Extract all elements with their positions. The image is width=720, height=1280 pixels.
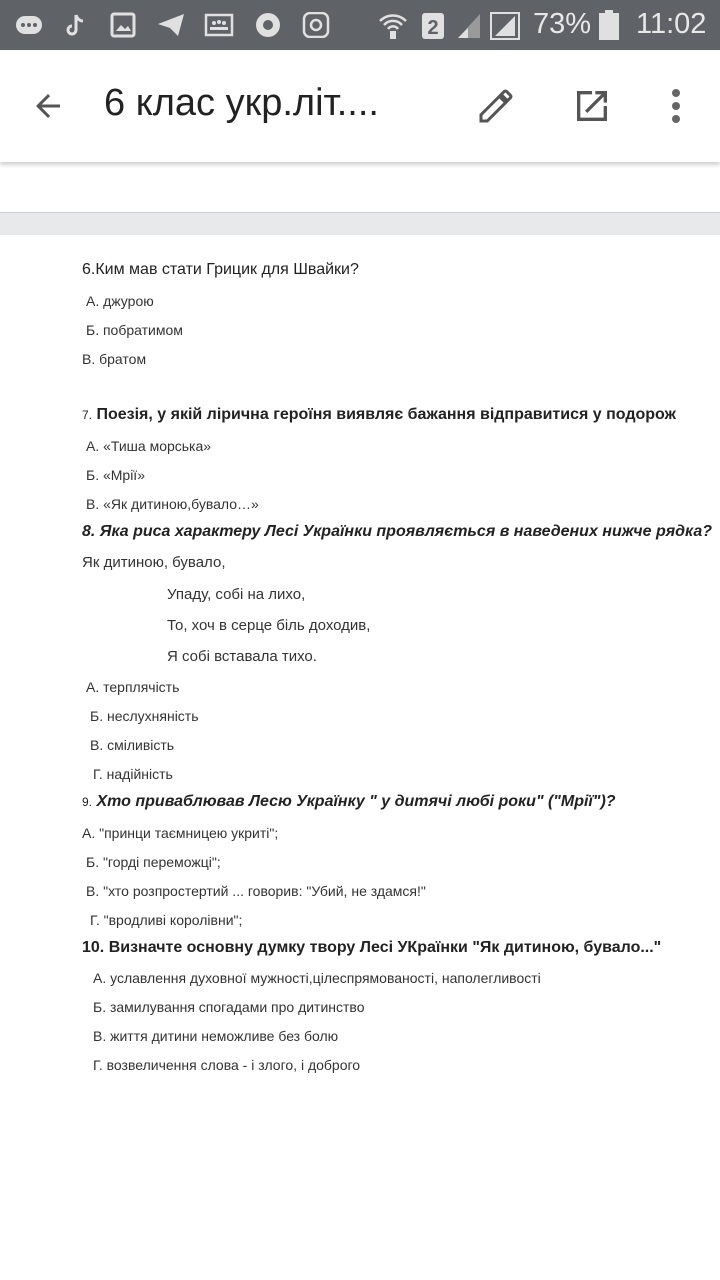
- q8-option-c: В. сміливість: [90, 737, 175, 753]
- open-external-button[interactable]: [566, 80, 618, 132]
- more-vert-icon: [670, 88, 682, 124]
- edit-button[interactable]: [470, 80, 522, 132]
- q9-option-b: Б. "горді переможці";: [86, 854, 221, 870]
- question-9: [82, 793, 616, 811]
- question-number: 7.: [82, 408, 93, 422]
- pencil-icon: [476, 86, 516, 126]
- wifi-icon: [378, 12, 408, 38]
- q6-option-a: А. джурою: [86, 293, 154, 309]
- q9-option-c: В. "хто розпростертий ... говорив: "Убий, не здамся!": [86, 883, 426, 899]
- sim-label: 2: [427, 17, 439, 39]
- poem-line: То, хоч в серце біль доходив,: [167, 617, 371, 634]
- question-10: 10. Визначте основну думку твору Лесі УКраїнки "Як дитиною, бувало...": [82, 939, 662, 956]
- q8-option-b: Б. неслухняність: [90, 708, 199, 724]
- q6-option-c: В. братом: [82, 351, 147, 367]
- poem-line: Як дитиною, бувало,: [82, 554, 226, 571]
- instagram-icon: [302, 12, 330, 38]
- question-number: 9.: [82, 795, 93, 809]
- signal-icon: [456, 12, 482, 38]
- classroom-icon: [204, 12, 234, 38]
- app-bar: [0, 50, 720, 162]
- status-bar: [0, 0, 720, 50]
- tiktok-icon: [64, 12, 88, 38]
- question-6: 6.Ким мав стати Грицик для Швайки?: [82, 261, 359, 278]
- q10-option-c: В. життя дитини неможливе без болю: [93, 1028, 339, 1044]
- gallery-icon: [110, 12, 136, 38]
- q7-option-b: Б. «Мрії»: [86, 467, 145, 483]
- q7-option-c: В. «Як дитиною,бувало…»: [86, 496, 259, 512]
- open-in-new-icon: [572, 86, 612, 126]
- messages-icon: [14, 12, 44, 38]
- document-page: [0, 235, 720, 1280]
- more-options-button[interactable]: [650, 80, 702, 132]
- q7-option-a: А. «Тиша морська»: [86, 438, 212, 454]
- page-separator: [0, 212, 720, 236]
- question-text: Хто приваблював Лесю Українку " у дитячі любі роки" ("Мрії")?: [92, 793, 616, 810]
- q6-option-b: Б. побратимом: [86, 322, 183, 338]
- question-7: [82, 406, 676, 424]
- document-title: 6 клас укр.літ....: [104, 82, 379, 124]
- signal-icon-2: [490, 12, 520, 38]
- q10-option-b: Б. замилування спогадами про дитинство: [93, 999, 365, 1015]
- q8-option-a: А. терплячість: [86, 679, 180, 695]
- sim2-icon: [421, 12, 445, 38]
- q10-option-a: А. уславлення духовної мужності,цілеспрямованості, наполегливості: [93, 970, 541, 986]
- chrome-icon: [254, 12, 282, 38]
- q9-option-d: Г. "вродливі королівни";: [90, 912, 243, 928]
- question-text: Поезія, у якій лірична героїня виявляє бажання відправитися у подорож: [92, 406, 676, 423]
- back-button[interactable]: [22, 80, 74, 132]
- poem-line: Упаду, собі на лихо,: [167, 586, 306, 603]
- question-8: 8. Яка риса характеру Лесі Українки проявляється в наведених нижче рядка?: [82, 523, 713, 540]
- poem-line: Я собі вставала тихо.: [167, 648, 317, 665]
- telegram-icon: [156, 12, 186, 38]
- q10-option-d: Г. возвеличення слова - і злого, і доброго: [93, 1057, 361, 1073]
- arrow-back-icon: [30, 88, 66, 124]
- q8-option-d: Г. надійність: [93, 766, 173, 782]
- battery-percent: 73%: [533, 8, 592, 40]
- battery-icon: [598, 10, 620, 36]
- q9-option-a: А. "принци таємницею укриті";: [82, 825, 279, 841]
- clock: 11:02: [636, 8, 707, 40]
